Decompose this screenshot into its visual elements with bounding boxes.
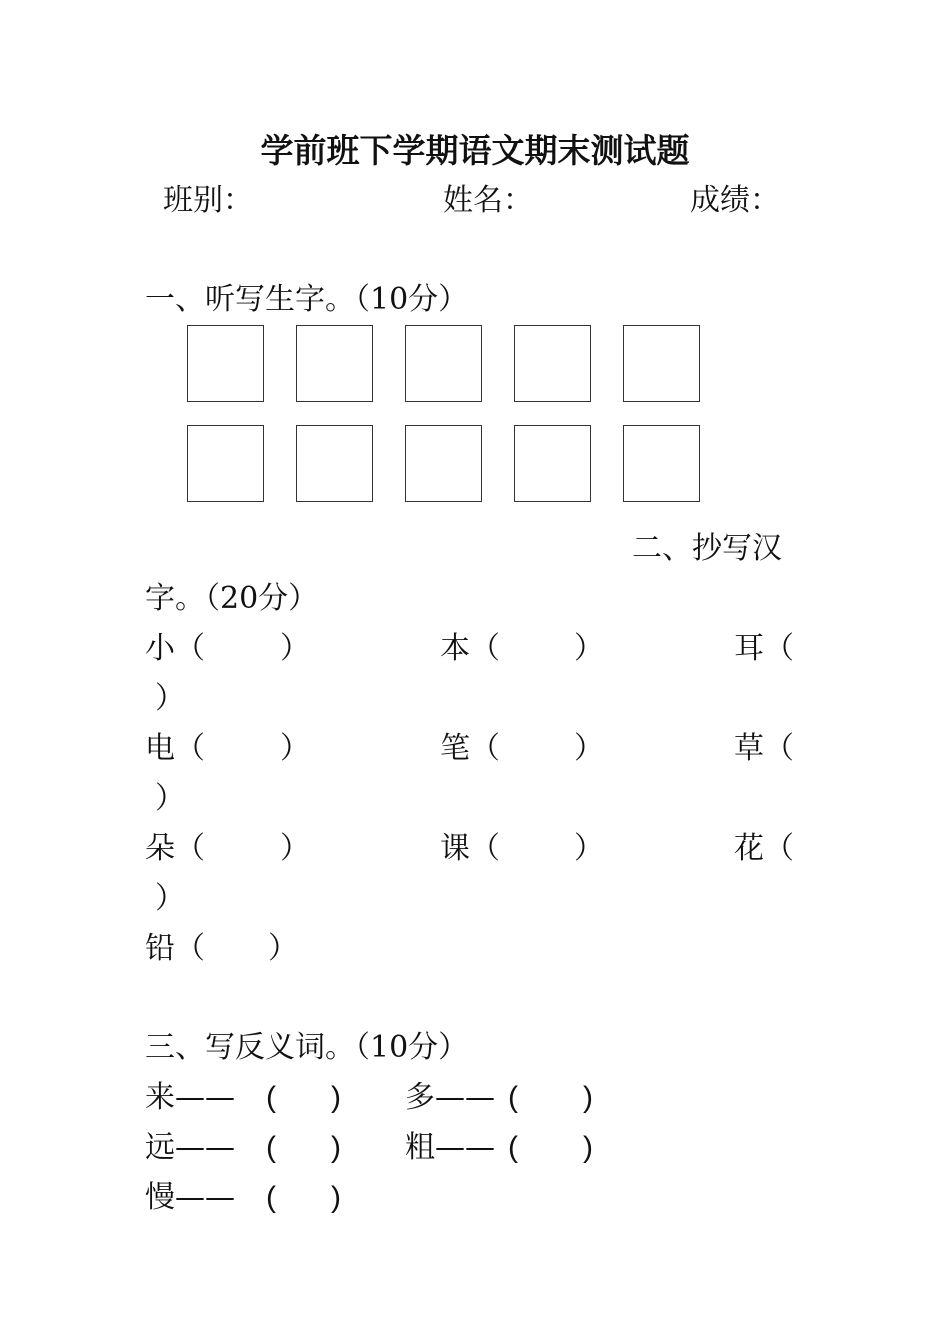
copy-item-close: ） — [574, 631, 604, 666]
writing-box[interactable] — [514, 425, 591, 502]
antonym-close-paren: ) — [583, 1131, 593, 1164]
copy-item-close: ） — [574, 831, 604, 866]
copy-item-char: 本（ — [440, 631, 500, 666]
antonym-word: 来—— — [145, 1080, 235, 1115]
antonym-close-paren: ) — [331, 1181, 341, 1214]
copy-item-char: 花（ — [734, 831, 794, 866]
antonym-close-paren: ) — [331, 1131, 341, 1164]
writing-box[interactable] — [405, 325, 482, 402]
copy-item-close: ） — [280, 831, 310, 866]
copy-item-char: 草（ — [734, 731, 794, 766]
antonym-open-paren: ( — [508, 1081, 518, 1114]
antonym-open-paren: ( — [508, 1131, 518, 1164]
writing-box[interactable] — [405, 425, 482, 502]
writing-box[interactable] — [623, 425, 700, 502]
section3-heading: 三、写反义词。（10分） — [145, 1030, 469, 1065]
writing-box[interactable] — [623, 325, 700, 402]
copy-item-char: 笔（ — [440, 731, 500, 766]
antonym-word: 慢—— — [145, 1180, 235, 1215]
antonym-open-paren: ( — [266, 1181, 276, 1214]
copy-item-close: ） — [155, 681, 185, 716]
antonym-word: 多—— — [405, 1080, 495, 1115]
copy-item-close: ） — [268, 931, 298, 966]
score-label: 成绩： — [690, 183, 780, 218]
copy-item-char: 课（ — [440, 831, 500, 866]
antonym-word: 粗—— — [405, 1130, 495, 1165]
writing-box[interactable] — [187, 325, 264, 402]
page-title: 学前班下学期语文期末测试题 — [260, 131, 690, 170]
copy-item-char: 耳（ — [734, 631, 794, 666]
copy-item-close: ） — [155, 881, 185, 916]
antonym-close-paren: ) — [583, 1081, 593, 1114]
writing-box[interactable] — [514, 325, 591, 402]
copy-item-char: 铅（ — [145, 931, 205, 966]
copy-item-char: 电（ — [145, 731, 205, 766]
copy-item-close: ） — [280, 731, 310, 766]
copy-item-char: 小（ — [145, 631, 205, 666]
writing-box[interactable] — [187, 425, 264, 502]
section1-heading: 一、听写生字。（10分） — [145, 282, 469, 317]
copy-item-close: ） — [574, 731, 604, 766]
antonym-close-paren: ) — [331, 1081, 341, 1114]
writing-box[interactable] — [296, 425, 373, 502]
copy-item-char: 朵（ — [145, 831, 205, 866]
copy-item-close: ） — [280, 631, 310, 666]
copy-item-close: ） — [155, 781, 185, 816]
antonym-open-paren: ( — [266, 1131, 276, 1164]
class-label: 班别： — [163, 183, 253, 218]
antonym-word: 远—— — [145, 1130, 235, 1165]
section2-heading-line1: 二、抄写汉 — [632, 531, 782, 566]
name-label: 姓名： — [443, 183, 533, 218]
antonym-open-paren: ( — [266, 1081, 276, 1114]
section2-heading-line2: 字。（20分） — [145, 581, 319, 616]
writing-box[interactable] — [296, 325, 373, 402]
